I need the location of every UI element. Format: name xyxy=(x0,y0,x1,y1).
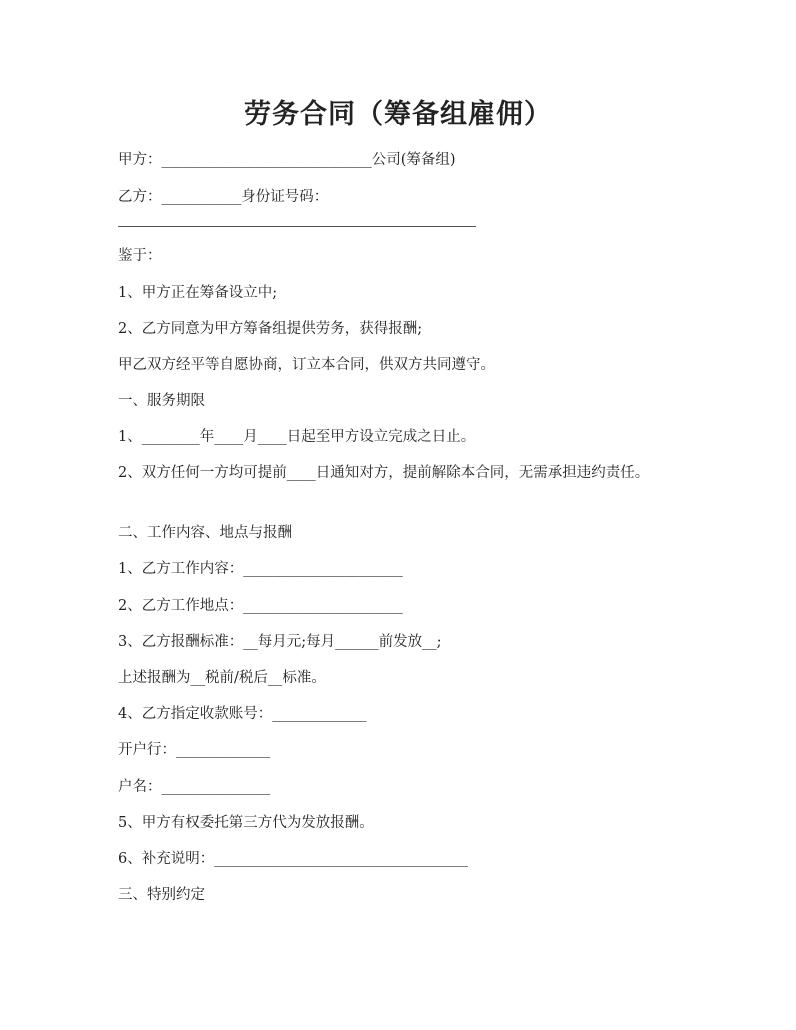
id-number-blank-line xyxy=(118,226,476,227)
work-content-line: 1、乙方工作内容：______________________ xyxy=(118,561,403,577)
whereas-heading: 鉴于： xyxy=(118,248,162,264)
section-2-heading: 二、工作内容、地点与报酬 xyxy=(118,525,292,541)
supplement-line: 6、补充说明：___________________________________ xyxy=(118,851,468,867)
party-a-line: 甲方：_____________________________公司(筹备组) xyxy=(118,152,456,168)
whereas-item-1: 1、甲方正在筹备设立中; xyxy=(118,285,278,301)
work-location-line: 2、乙方工作地点：______________________ xyxy=(118,598,403,614)
pay-standard-line: 3、乙方报酬标准：__每月元;每月______前发放__; xyxy=(118,634,442,650)
bank-branch-line: 开户行：_____________ xyxy=(118,742,271,758)
section-1-heading: 一、服务期限 xyxy=(118,393,205,409)
service-term-item-1: 1、________年____月____日起至甲方设立完成之日止。 xyxy=(118,429,476,445)
party-b-line: 乙方：___________身份证号码： xyxy=(118,189,329,205)
pay-tax-line: 上述报酬为__税前/税后__标准。 xyxy=(118,670,326,686)
whereas-item-2: 2、乙方同意为甲方筹备组提供劳务，获得报酬; xyxy=(118,321,423,337)
third-party-payment-line: 5、甲方有权委托第三方代为发放报酬。 xyxy=(118,815,374,831)
section-3-heading: 三、特别约定 xyxy=(118,887,205,903)
account-name-line: 户名：_______________ xyxy=(118,779,271,795)
agreement-statement: 甲乙双方经平等自愿协商，订立本合同，供双方共同遵守。 xyxy=(118,357,495,373)
service-term-item-2: 2、双方任何一方均可提前____日通知对方，提前解除本合同，无需承担违约责任。 xyxy=(118,465,650,481)
document-title: 劳务合同（筹备组雇佣） xyxy=(244,99,552,130)
bank-account-line: 4、乙方指定收款账号：_____________ xyxy=(118,706,367,722)
